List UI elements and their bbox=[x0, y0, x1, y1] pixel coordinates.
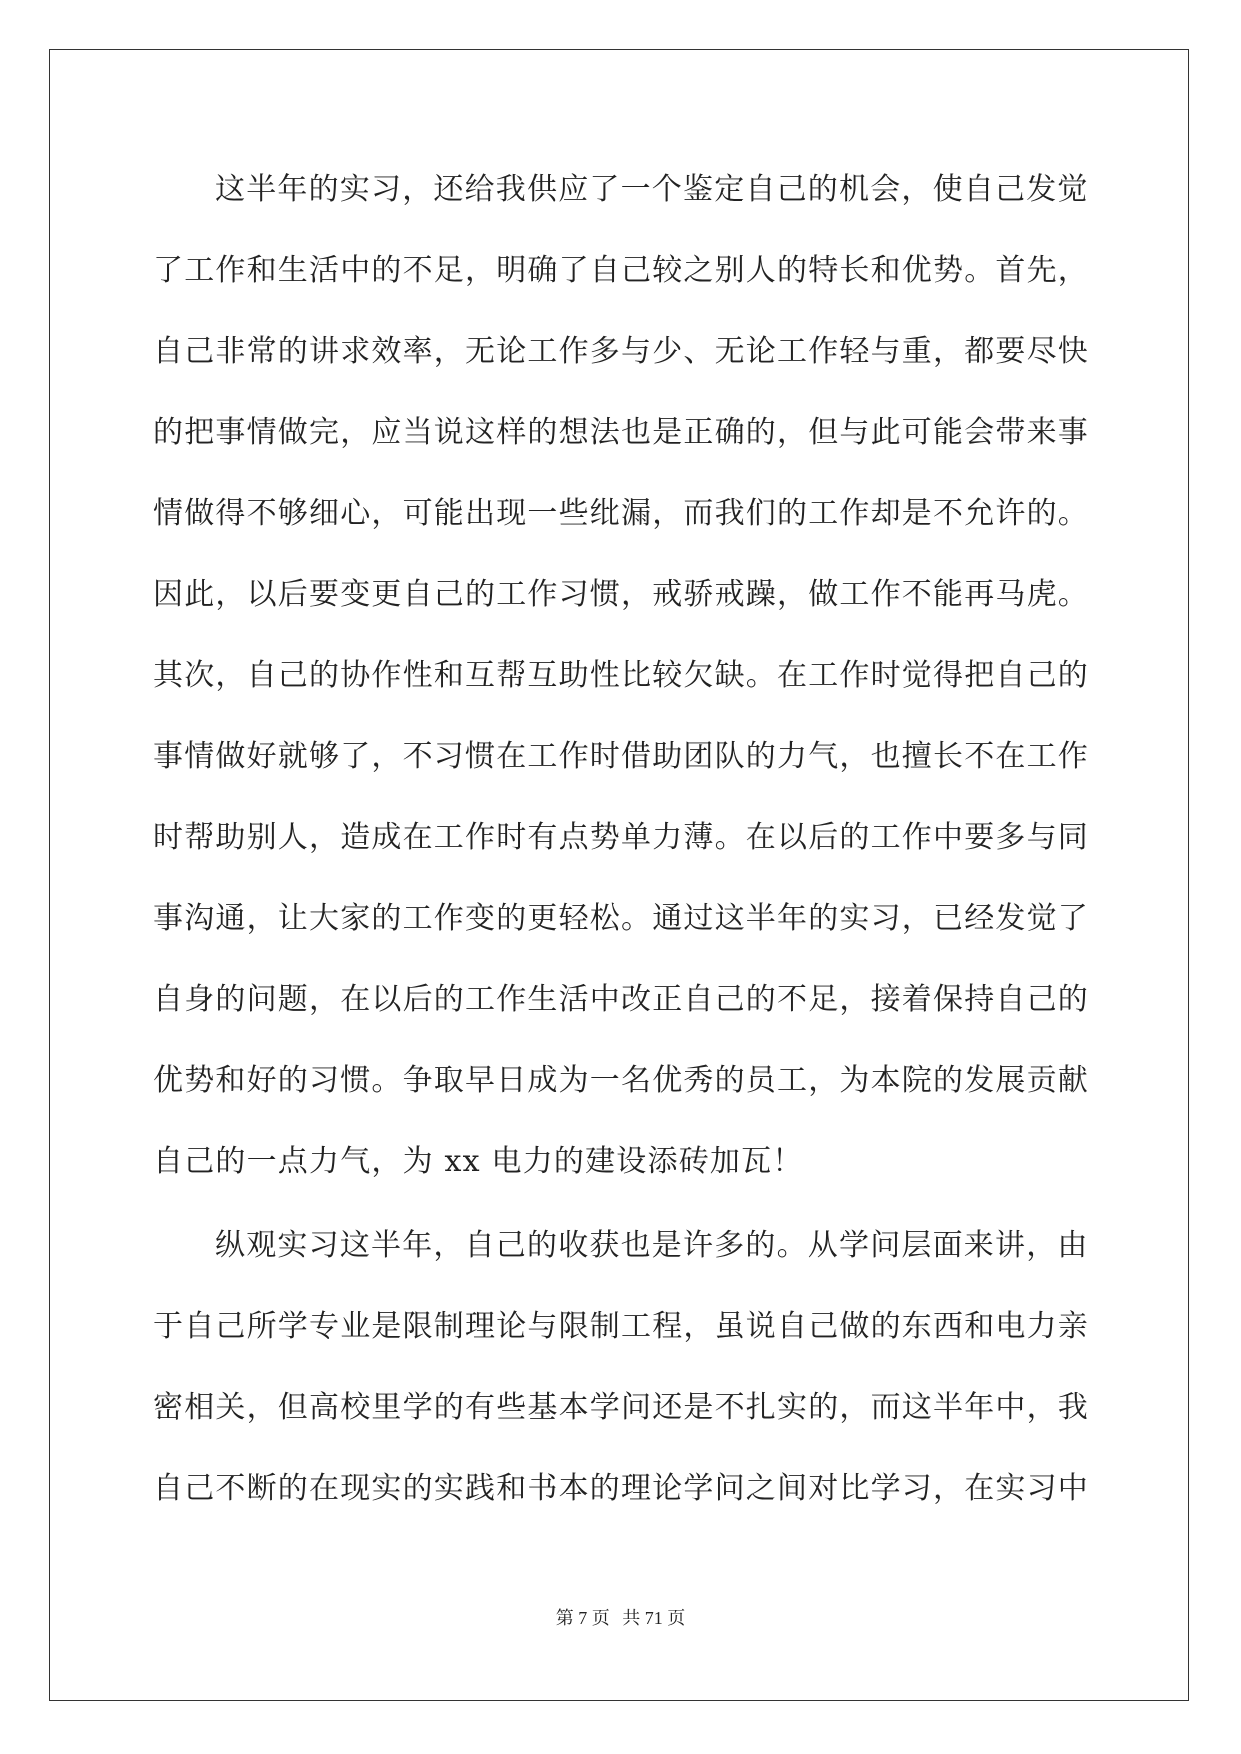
text-line: 事情做好就够了，不习惯在工作时借助团队的力气，也擅长不在工作 bbox=[153, 739, 1089, 774]
text-line: 情做得不够细心，可能出现一些纰漏，而我们的工作却是不允许的。 bbox=[153, 496, 1089, 531]
text-line: 自己非常的讲求效率，无论工作多与少、无论工作轻与重，都要尽快 bbox=[153, 334, 1089, 369]
text-line: 其次，自己的协作性和互帮互助性比较欠缺。在工作时觉得把自己的 bbox=[153, 658, 1089, 693]
text-line: 自身的问题，在以后的工作生活中改正自己的不足，接着保持自己的 bbox=[153, 982, 1089, 1017]
text-line: 自己的一点力气，为 xx 电力的建设添砖加瓦！ bbox=[153, 1144, 804, 1179]
text-line: 事沟通，让大家的工作变的更轻松。通过这半年的实习，已经发觉了 bbox=[153, 901, 1089, 936]
text-line: 时帮助别人，造成在工作时有点势单力薄。在以后的工作中要多与同 bbox=[153, 820, 1089, 855]
text-line: 纵观实习这半年，自己的收获也是许多的。从学问层面来讲，由 bbox=[215, 1228, 1089, 1263]
text-line: 自己不断的在现实的实践和书本的理论学问之间对比学习，在实习中 bbox=[153, 1471, 1089, 1506]
text-line: 优势和好的习惯。争取早日成为一名优秀的员工，为本院的发展贡献 bbox=[153, 1063, 1089, 1098]
paragraph-2 bbox=[153, 1213, 1089, 1537]
text-line: 密相关，但高校里学的有些基本学问还是不扎实的，而这半年中，我 bbox=[153, 1390, 1089, 1425]
page-number: 第 7 页 bbox=[555, 1608, 610, 1628]
text-line: 因此，以后要变更自己的工作习惯，戒骄戒躁，做工作不能再马虎。 bbox=[153, 577, 1089, 612]
page-total: 共 71 页 bbox=[622, 1608, 686, 1628]
text-line: 于自己所学专业是限制理论与限制工程，虽说自己做的东西和电力亲 bbox=[153, 1309, 1089, 1344]
page-footer bbox=[0, 1604, 1241, 1630]
document-body bbox=[153, 157, 1089, 1537]
paragraph-1 bbox=[153, 157, 1089, 1213]
text-line: 这半年的实习，还给我供应了一个鉴定自己的机会，使自己发觉 bbox=[215, 172, 1089, 207]
text-line: 了工作和生活中的不足，明确了自己较之别人的特长和优势。首先， bbox=[153, 253, 1089, 288]
text-line: 的把事情做完，应当说这样的想法也是正确的，但与此可能会带来事 bbox=[153, 415, 1089, 450]
